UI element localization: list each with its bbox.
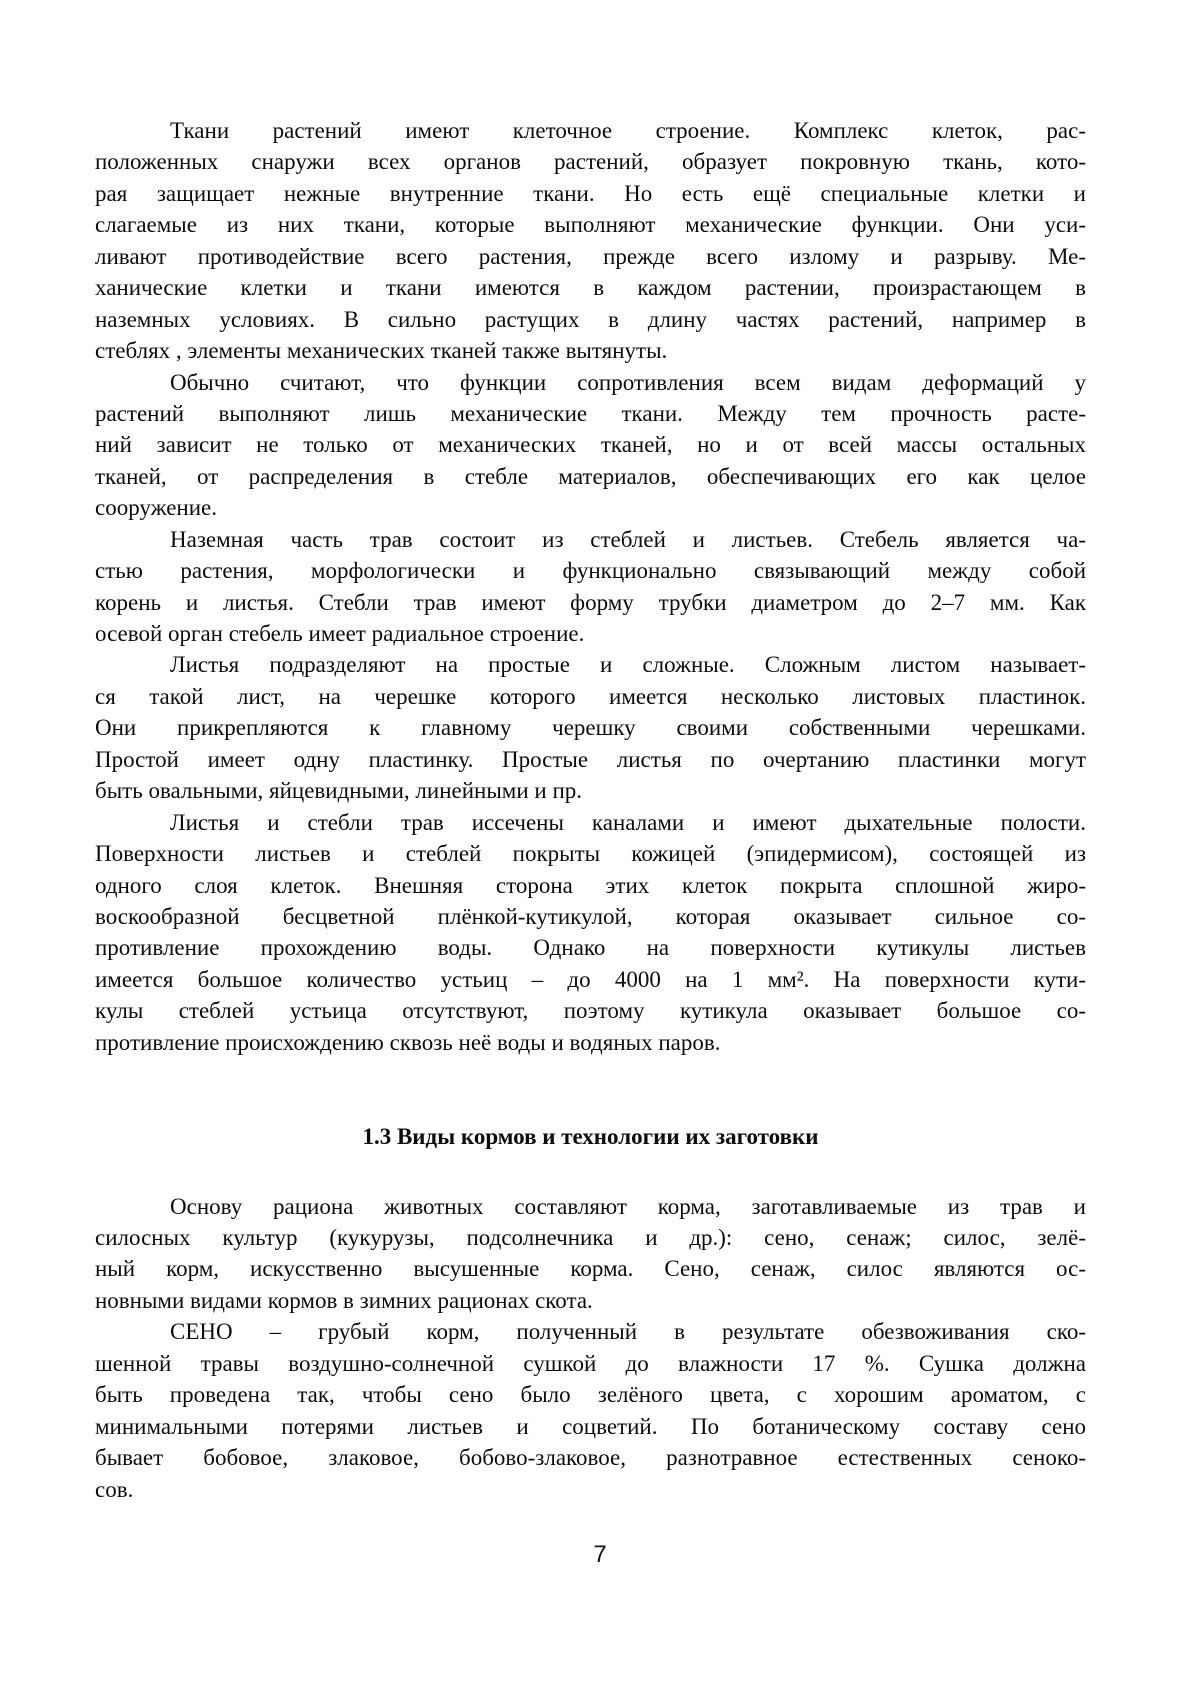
text-line: тканей, от распределения в стебле материалов, обеспечивающих его как целое [95,463,1086,489]
paragraph [95,1316,1086,1505]
text-line: Обычно считают, что функции сопротивления всем видам деформаций у [170,369,1086,395]
text-line: сооружение. [95,495,217,521]
text-line: быть проведена так, чтобы сено было зелёного цвета, с хорошим ароматом, с [95,1382,1086,1408]
text-line: одного слоя клеток. Внешняя сторона этих клеток покрыта сплошной жиро- [95,872,1086,898]
section-heading: 1.3 Виды кормов и технологии их заготовки [362,1124,819,1150]
text-line: кулы стеблей устьица отсутствуют, поэтому кутикула оказывает большое со- [95,998,1086,1024]
text-line: воскообразной бесцветной плёнкой-кутикулой, которая оказывает сильное со- [95,903,1086,929]
text-line: противление происхождению сквозь неё воды и водяных паров. [95,1029,721,1055]
text-line: стью растения, морфологически и функционально связывающий между собой [95,558,1086,584]
text-line: новными видами кормов в зимних рационах скота. [95,1287,593,1313]
text-line: ний зависит не только от механических тканей, но и от всей массы остальных [95,432,1086,458]
text-line: Поверхности листьев и стеблей покрыты кожицей (эпидермисом), состоящей из [95,841,1086,867]
text-line: ный корм, искусственно высушенные корма. Сено, сенаж, силос являются ос- [95,1256,1086,1282]
text-line: наземных условиях. В сильно растущих в длину частях растений, например в [95,306,1086,332]
paragraph [95,367,1086,524]
text-line: осевой орган стебель имеет радиальное строение. [95,621,585,646]
paragraph [95,115,1086,367]
paragraph [95,1191,1086,1317]
text-line: положенных снаружи всех органов растений, образует покровную ткань, кото- [95,149,1086,175]
text-line: ханические клетки и ткани имеются в каждом растении, произрастающем в [95,275,1086,301]
text-line: СЕНО – грубый корм, полученный в результате обезвоживания ско- [170,1319,1086,1345]
paragraph [95,524,1086,650]
paragraph [95,807,1086,1059]
text-line: бывает бобовое, злаковое, бобово-злаковое, разнотравное естественных сеноко- [95,1445,1086,1471]
text-line: быть овальными, яйцевидными, линейными и пр. [95,778,583,804]
text-line: Они прикрепляются к главному черешку своими собственными черешками. [95,715,1086,741]
paragraph [95,649,1086,806]
text-line: минимальными потерями листьев и соцветий. По ботаническому составу сено [95,1413,1086,1439]
text-line: слагаемые из них ткани, которые выполняют механические функции. Они уси- [95,212,1086,238]
text-line: корень и листья. Стебли трав имеют форму трубки диаметром до 2–7 мм. Как [95,589,1086,615]
text-line: Простой имеет одну пластинку. Простые листья по очертанию пластинки могут [95,746,1086,772]
text-line: Ткани растений имеют клеточное строение. Комплекс клеток, рас- [170,118,1086,143]
text-line: Листья и стебли трав иссечены каналами и имеют дыхательные полости. [170,809,1086,835]
page-number: 7 [593,1541,607,1568]
text-line: рая защищает нежные внутренние ткани. Но есть ещё специальные клетки и [95,180,1086,206]
text-line: силосных культур (кукурузы, подсолнечника и др.): сено, сенаж; силос, зелё- [95,1225,1086,1250]
document-body [95,115,1086,1505]
text-line: шенной травы воздушно-солнечной сушкой до влажности 17 %. Сушка должна [95,1350,1086,1376]
text-line: растений выполняют лишь механические ткани. Между тем прочность расте- [95,400,1086,426]
text-line: Листья подразделяют на простые и сложные. Сложным листом называет- [170,652,1086,678]
text-line: Основу рациона животных составляют корма, заготавливаемые из трав и [170,1193,1086,1219]
text-line: Наземная часть трав состоит из стеблей и листьев. Стебель является ча- [170,526,1086,552]
text-line: сов. [95,1476,134,1502]
text-line: стеблях , элементы механических тканей также вытянуты. [95,338,668,364]
text-line: ливают противодействие всего растения, прежде всего излому и разрыву. Ме- [95,243,1086,269]
text-line: противление прохождению воды. Однако на поверхности кутикулы листьев [95,935,1086,961]
text-line: имеется большое количество устьиц – до 4000 на 1 мм². На поверхности кути- [95,966,1086,992]
text-line: ся такой лист, на черешке которого имеется несколько листовых пластинок. [95,683,1086,709]
